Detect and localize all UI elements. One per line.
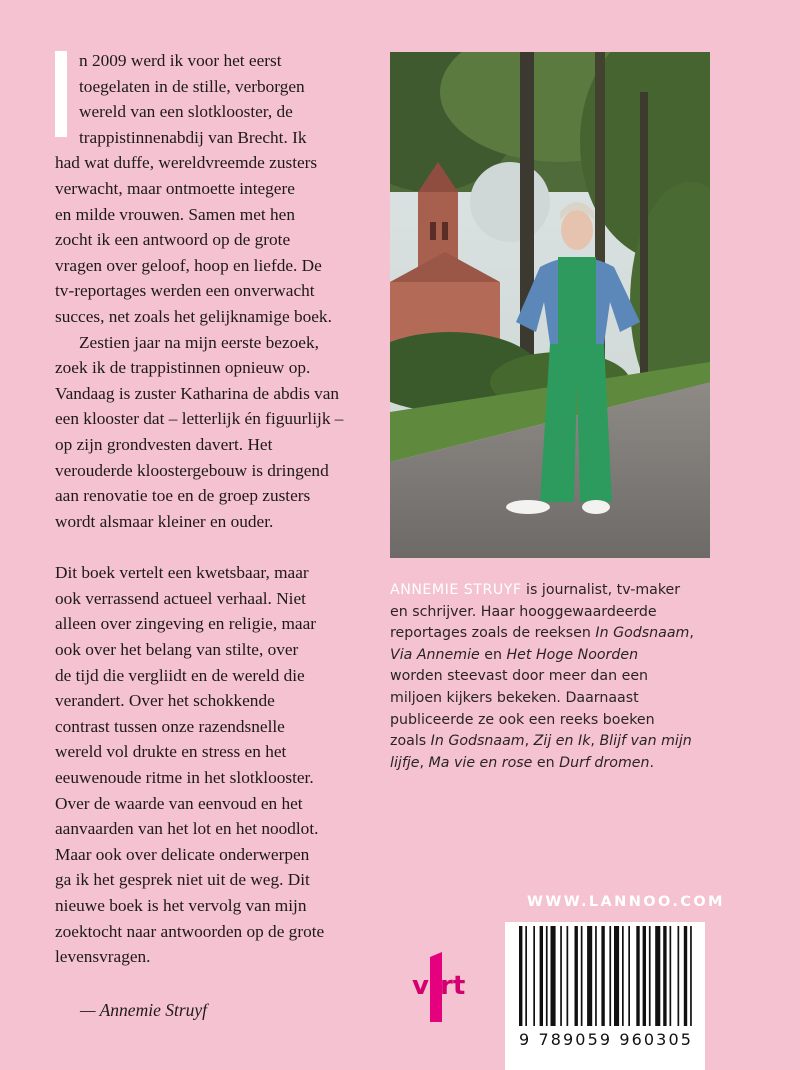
text-line: Vandaag is zuster Katharina de abdis van: [55, 383, 340, 403]
text-line: toegelaten in de stille, verborgen: [79, 76, 305, 96]
author-bio: [390, 580, 720, 774]
text-line: nieuwe boek is het vervolg van mijn: [55, 896, 307, 915]
text-line: zoektocht naar antwoorden op de grote: [55, 921, 325, 941]
book-title: Ma vie en rose: [428, 754, 533, 771]
book-title: Zij en Ik: [533, 733, 591, 750]
text-line: ga ik het gesprek niet uit de weg. Dit: [55, 870, 310, 890]
isbn-barcode: [505, 922, 705, 1070]
drop-cap-i: [55, 51, 67, 137]
third-paragraph: [55, 560, 385, 970]
text-line: Zestien jaar na mijn eerste bezoek,: [79, 332, 319, 352]
bio-line: publiceerde ze ook een reeks boeken: [390, 711, 655, 728]
isbn-number: 9 789059 960305: [519, 1030, 694, 1049]
barcode-bars: [505, 922, 705, 1032]
author-name: ANNEMIE STRUYF: [390, 582, 522, 598]
text-line: wordt alsmaar kleiner en ouder.: [55, 511, 274, 531]
bio-line: miljoen kijkers bekeken. Daarnaast: [390, 689, 639, 706]
book-title: Blijf van mijn: [599, 733, 692, 750]
text-line: verandert. Over het schokkende: [55, 691, 275, 711]
bio-line: zoals In Godsnaam, Zij en Ik, Blijf van mijn: [390, 733, 692, 750]
author-photo-illustration: [390, 52, 710, 558]
book-title: In Godsnaam: [430, 733, 525, 750]
text-line: levensvragen.: [55, 947, 151, 967]
bio-line: ANNEMIE STRUYF is journalist, tv-maker: [390, 582, 681, 598]
author-photo: [390, 52, 710, 558]
text-line: zocht ik een antwoord op de grote: [55, 230, 291, 250]
text-line: aan renovatie toe en de groep zusters: [55, 486, 311, 506]
back-cover-text: [55, 48, 385, 970]
second-paragraph: [55, 330, 385, 535]
text-line: de tijd die vergliidt en de wereld die: [55, 665, 305, 685]
text-line: zoek ik de trappistinnen opnieuw op.: [55, 358, 311, 378]
bio-line: en schrijver. Haar hooggewaardeerde: [390, 603, 657, 620]
title-in-godsnaam: In Godsnaam: [595, 625, 690, 642]
text-line: op zijn grondvesten davert. Het: [55, 434, 273, 454]
svg-text:v: v: [412, 971, 429, 1001]
bio-line: Via Annemie en Het Hoge Noorden: [390, 646, 639, 663]
text-line: vragen over geloof, hoop en liefde. De: [55, 255, 322, 275]
text-line: ook over het belang van stilte, over: [55, 640, 299, 660]
vrt-logo: [412, 952, 472, 1022]
title-het-hoge-noorden: Het Hoge Noorden: [506, 646, 639, 663]
bio-line: worden steevast door meer dan een: [390, 668, 649, 685]
text-line: verwacht, maar ontmoette integere: [55, 178, 295, 198]
publisher-url: WWW.LANNOO.COM: [527, 894, 725, 910]
text-line: verouderde kloostergebouw is dringend: [55, 460, 329, 480]
text-line: wereld van een slotklooster, de: [79, 102, 293, 122]
svg-text:rt: rt: [440, 971, 466, 1001]
text-line: en milde vrouwen. Samen met hen: [55, 204, 295, 224]
text-line: Dit boek vertelt een kwetsbaar, maar: [55, 563, 309, 583]
book-title: Durf dromen: [559, 754, 650, 771]
book-title: lijfje: [390, 754, 420, 771]
author-signature: — Annemie Struyf: [80, 1000, 208, 1020]
text-line: n 2009 werd ik voor het eerst: [79, 51, 282, 70]
text-line: wereld vol drukte en stress en het: [55, 742, 287, 762]
text-line: tv-reportages werden een onverwacht: [55, 281, 315, 301]
text-line: had wat duffe, wereldvreemde zusters: [55, 153, 318, 173]
title-via-annemie: Via Annemie: [390, 646, 480, 663]
bio-line: lijfje, Ma vie en rose en Durf dromen.: [390, 754, 655, 771]
text-line: succes, net zoals het gelijknamige boek.: [55, 306, 332, 326]
text-line: Maar ook over delicate onderwerpen: [55, 844, 310, 864]
bio-line: reportages zoals de reeksen In Godsnaam,: [390, 625, 694, 642]
text-line: een klooster dat – letterlijk én figuurlijk –: [55, 409, 344, 429]
vrt-logo-icon: [412, 952, 472, 1022]
text-line: alleen over zingeving en religie, maar: [55, 614, 317, 634]
text-line: Over de waarde van eenvoud en het: [55, 793, 303, 813]
text-line: eeuwenoude ritme in het slotklooster.: [55, 768, 314, 788]
intro-paragraph: [55, 48, 385, 330]
text-line: aanvaarden van het lot en het noodlot.: [55, 819, 319, 839]
text-line: trappistinnenabdij van Brecht. Ik: [79, 127, 307, 147]
text-line: contrast tussen onze razendsnelle: [55, 716, 285, 736]
text-line: ook verrassend actueel verhaal. Niet: [55, 588, 306, 608]
